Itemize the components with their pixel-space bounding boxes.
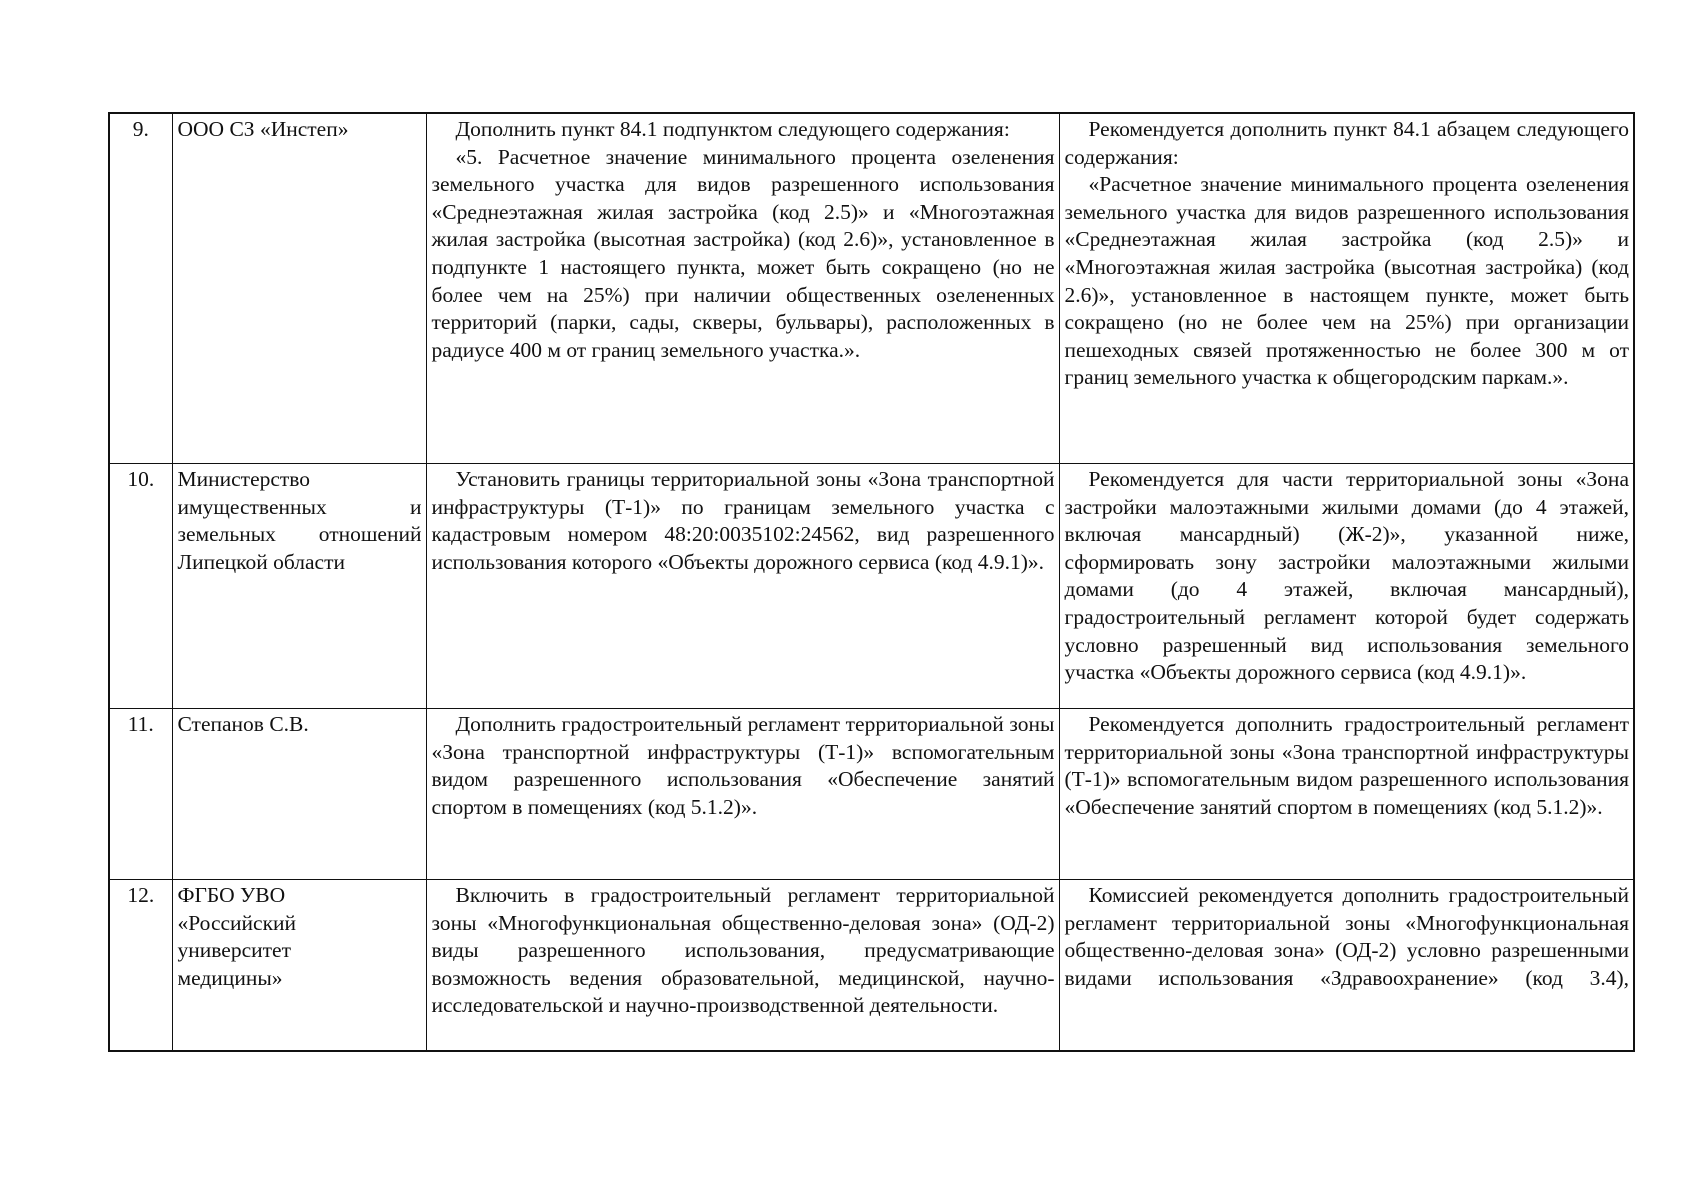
row-number: 9. [109, 113, 172, 464]
row-number: 12. [109, 880, 172, 1052]
proposals-table [108, 112, 1635, 1052]
recommendation-cell [1059, 709, 1634, 880]
organization-name-line: медицины» [177, 965, 283, 990]
recommendation-cell [1059, 880, 1634, 1052]
organization-cell [172, 113, 426, 464]
organization-cell [172, 709, 426, 880]
recommendation-paragraph: Рекомендуется дополнить пункт 84.1 абзацем следующего содержания: [1064, 117, 1629, 169]
row-number: 10. [109, 464, 172, 709]
proposal-paragraph: Установить границы территориальной зоны «Зона транспортной инфраструктуры (Т-1)» по границам земельного участка с кадастровым номером 48:20:0035102:24562, вид разрешенного использования которого «Объекты дорожного сервиса (код 4.9.1)». [431, 467, 1055, 574]
proposal-paragraph: «5. Расчетное значение минимального процента озеленения земельного участка для видов разрешенного использования «Среднеэтажная жилая застройка (код 2.5)» и «Многоэтажная жилая застройка (высотная застройка) (код 2.6)», установленное в подпункте 1 настоящего пункта, может быть сокращено (но не более чем на 25%) при наличии общественных озелененных территорий (парки, сады, скверы, бульвары), расположенных в радиусе 400 м от границ земельного участка.». [431, 144, 1055, 362]
organization-name: ООО СЗ «Инстеп» [177, 117, 349, 141]
recommendation-cell [1059, 464, 1634, 709]
organization-name: Степанов С.В. [177, 712, 309, 736]
table-row [109, 113, 1634, 464]
row-number: 11. [109, 709, 172, 880]
recommendation-paragraph: Рекомендуется для части территориальной зоны «Зона застройки малоэтажными жилыми домами (до 4 этажей, включая мансардный) (Ж-2)», указанной ниже, сформировать зону застройки малоэтажными жилыми домами (до 4 этажей, включая мансардный), градостроительный регламент которой будет содержать условно разрешенный вид использования земельного участка «Объекты дорожного сервиса (код 4.9.1)». [1064, 467, 1629, 685]
organization-name-line: «Российский [177, 910, 297, 935]
recommendation-cell [1059, 113, 1634, 464]
proposal-cell [426, 709, 1059, 880]
recommendation-paragraph: Рекомендуется дополнить градостроительный регламент территориальной зоны «Зона транспортной инфраструктуры (Т-1)» вспомогательным видом разрешенного использования «Обеспечение занятий спортом в помещениях (код 5.1.2)». [1064, 712, 1629, 819]
organization-name-line: университет [177, 938, 291, 963]
organization-cell [172, 464, 426, 709]
recommendation-paragraph: «Расчетное значение минимального процента озеленения земельного участка для видов разрешенного использования «Среднеэтажная жилая застройка (код 2.5)» и «Многоэтажная жилая застройка (высотная застройка) (код 2.6)», установленное в настоящем пункте, может быть сокращено (но не более чем на 25%) при организации пешеходных связей протяженностью не более 300 м от границ земельного участка к общегородским паркам.». [1064, 172, 1629, 390]
organization-name: Министерство имущественных и земельных отношений Липецкой области [177, 467, 422, 574]
proposal-paragraph: Включить в градостроительный регламент территориальной зоны «Многофункциональная общественно-деловая зона» (ОД-2) виды разрешенного использования, предусматривающие возможность ведения образовательной, медицинской, научно-исследовательской и научно-производственной деятельности. [431, 883, 1055, 1018]
proposal-paragraph: Дополнить пункт 84.1 подпунктом следующего содержания: [455, 117, 1010, 141]
proposal-cell [426, 880, 1059, 1052]
proposal-cell [426, 113, 1059, 464]
organization-cell [172, 880, 426, 1052]
proposal-cell [426, 464, 1059, 709]
table-row [109, 880, 1634, 1052]
table-row [109, 464, 1634, 709]
recommendation-paragraph: Комиссией рекомендуется дополнить градостроительный регламент территориальной зоны «Многофункциональная общественно-деловая зона» (ОД-2) условно разрешенными видами использования «Здравоохранение» (код 3.4), [1064, 883, 1629, 990]
table-row [109, 709, 1634, 880]
organization-name-line: ФГБО УВО [177, 883, 286, 907]
proposal-paragraph: Дополнить градостроительный регламент территориальной зоны «Зона транспортной инфраструктуры (Т-1)» вспомогательным видом разрешенного использования «Обеспечение занятий спортом в помещениях (код 5.1.2)». [431, 712, 1055, 819]
